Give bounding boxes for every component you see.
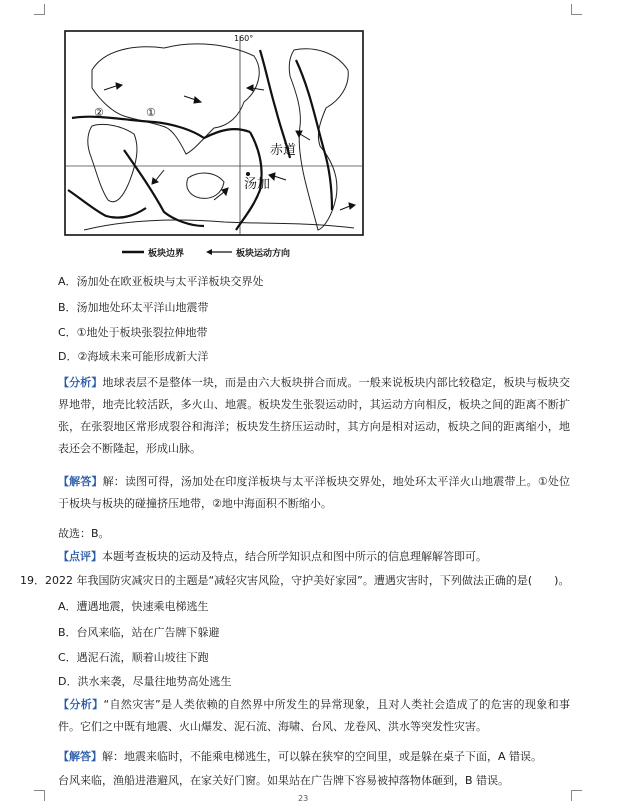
answer-tag: 【解答】 bbox=[58, 750, 102, 763]
answer-tag: 【解答】 bbox=[58, 475, 103, 488]
q18-comment bbox=[58, 550, 487, 564]
page-number: 23 bbox=[298, 794, 309, 803]
legend-arrow-head bbox=[206, 249, 212, 255]
q19-option-d: D．洪水来袭，尽量往地势高处逃生 bbox=[58, 675, 232, 688]
legend-direction-label: 板块运动方向 bbox=[236, 249, 291, 259]
crop-mark-bottom-right bbox=[571, 790, 582, 801]
q19-answer bbox=[58, 750, 542, 764]
q18-choice: 故选：B。 bbox=[58, 527, 110, 540]
crop-mark-top-left bbox=[34, 4, 45, 15]
comment-tag: 【点评】 bbox=[58, 550, 102, 563]
q19-analysis bbox=[58, 694, 570, 738]
legend-boundary-label: 板块边界 bbox=[148, 249, 185, 259]
q19-stem: 19．2022 年我国防灾减灾日的主题是“减轻灾害风险，守护美好家园”。遭遇灾害时，下列做法正确的是( )。 bbox=[20, 574, 570, 587]
q18-analysis bbox=[58, 372, 570, 460]
answer-text: 解：读图可得，汤加处在印度洋板块与太平洋板块交界处，地处环太平洋火山地震带上。①处位于板块与板块的碰撞挤压地带，②地中海面积不断缩小。 bbox=[58, 475, 571, 510]
tonga-point bbox=[246, 172, 250, 176]
plate-map-figure bbox=[64, 30, 364, 262]
analysis-tag: 【分析】 bbox=[58, 698, 104, 711]
q18-option-c: C．①地处于板块张裂拉伸地带 bbox=[58, 326, 208, 339]
label-tonga: 汤加 bbox=[244, 177, 271, 192]
marker-1: ① bbox=[146, 106, 156, 119]
analysis-text: 地球表层不是整体一块，而是由六大板块拼合而成。一般来说板块内部比较稳定，板块与板块交界地带，地壳比较活跃，多火山、地震。板块发生张裂运动时，其运动方向相反，板块之间的距离不断扩张，在张裂地区常形成裂谷和海洋；板块发生挤压运动时，其方向是相对运动，板块之间的距离缩小，地表还会不断隆起，形成山脉。 bbox=[58, 376, 571, 455]
q19-last-line: 台风来临，渔船进港避风，在家关好门窗。如果站在广告牌下容易被掉落物体砸到，B 错误。 bbox=[58, 774, 510, 787]
crop-mark-bottom-left bbox=[34, 790, 45, 801]
comment-text: 本题考查板块的运动及特点，结合所学知识点和图中所示的信息理解解答即可。 bbox=[102, 550, 487, 563]
q18-option-b: B．汤加地处环太平洋山地震带 bbox=[58, 301, 209, 314]
analysis-text: “自然灾害”是人类依赖的自然界中所发生的异常现象，且对人类社会造成了的危害的现象和事件。它们之中既有地震、火山爆发、泥石流、海啸、台风、龙卷风、洪水等突发性灾害。 bbox=[58, 698, 570, 733]
q18-answer bbox=[58, 471, 570, 515]
label-equator: 赤道 bbox=[270, 143, 297, 158]
q19-option-c: C．遇泥石流，顺着山坡往下跑 bbox=[58, 651, 209, 664]
marker-2: ② bbox=[94, 106, 104, 119]
analysis-tag: 【分析】 bbox=[58, 376, 103, 389]
q18-option-d: D．②海域未来可能形成新大洋 bbox=[58, 350, 209, 363]
q19-option-a: A．遭遇地震，快速乘电梯逃生 bbox=[58, 600, 209, 613]
answer-text: 解：地震来临时，不能乘电梯逃生，可以躲在狭窄的空间里，或是躲在桌子下面，A 错误。 bbox=[102, 750, 543, 763]
q19-option-b: B．台风来临，站在广告牌下躲避 bbox=[58, 626, 220, 639]
q18-option-a: A．汤加处在欧亚板块与太平洋板块交界处 bbox=[58, 275, 264, 288]
crop-mark-top-right bbox=[571, 4, 582, 15]
label-160: 160° bbox=[234, 34, 254, 43]
